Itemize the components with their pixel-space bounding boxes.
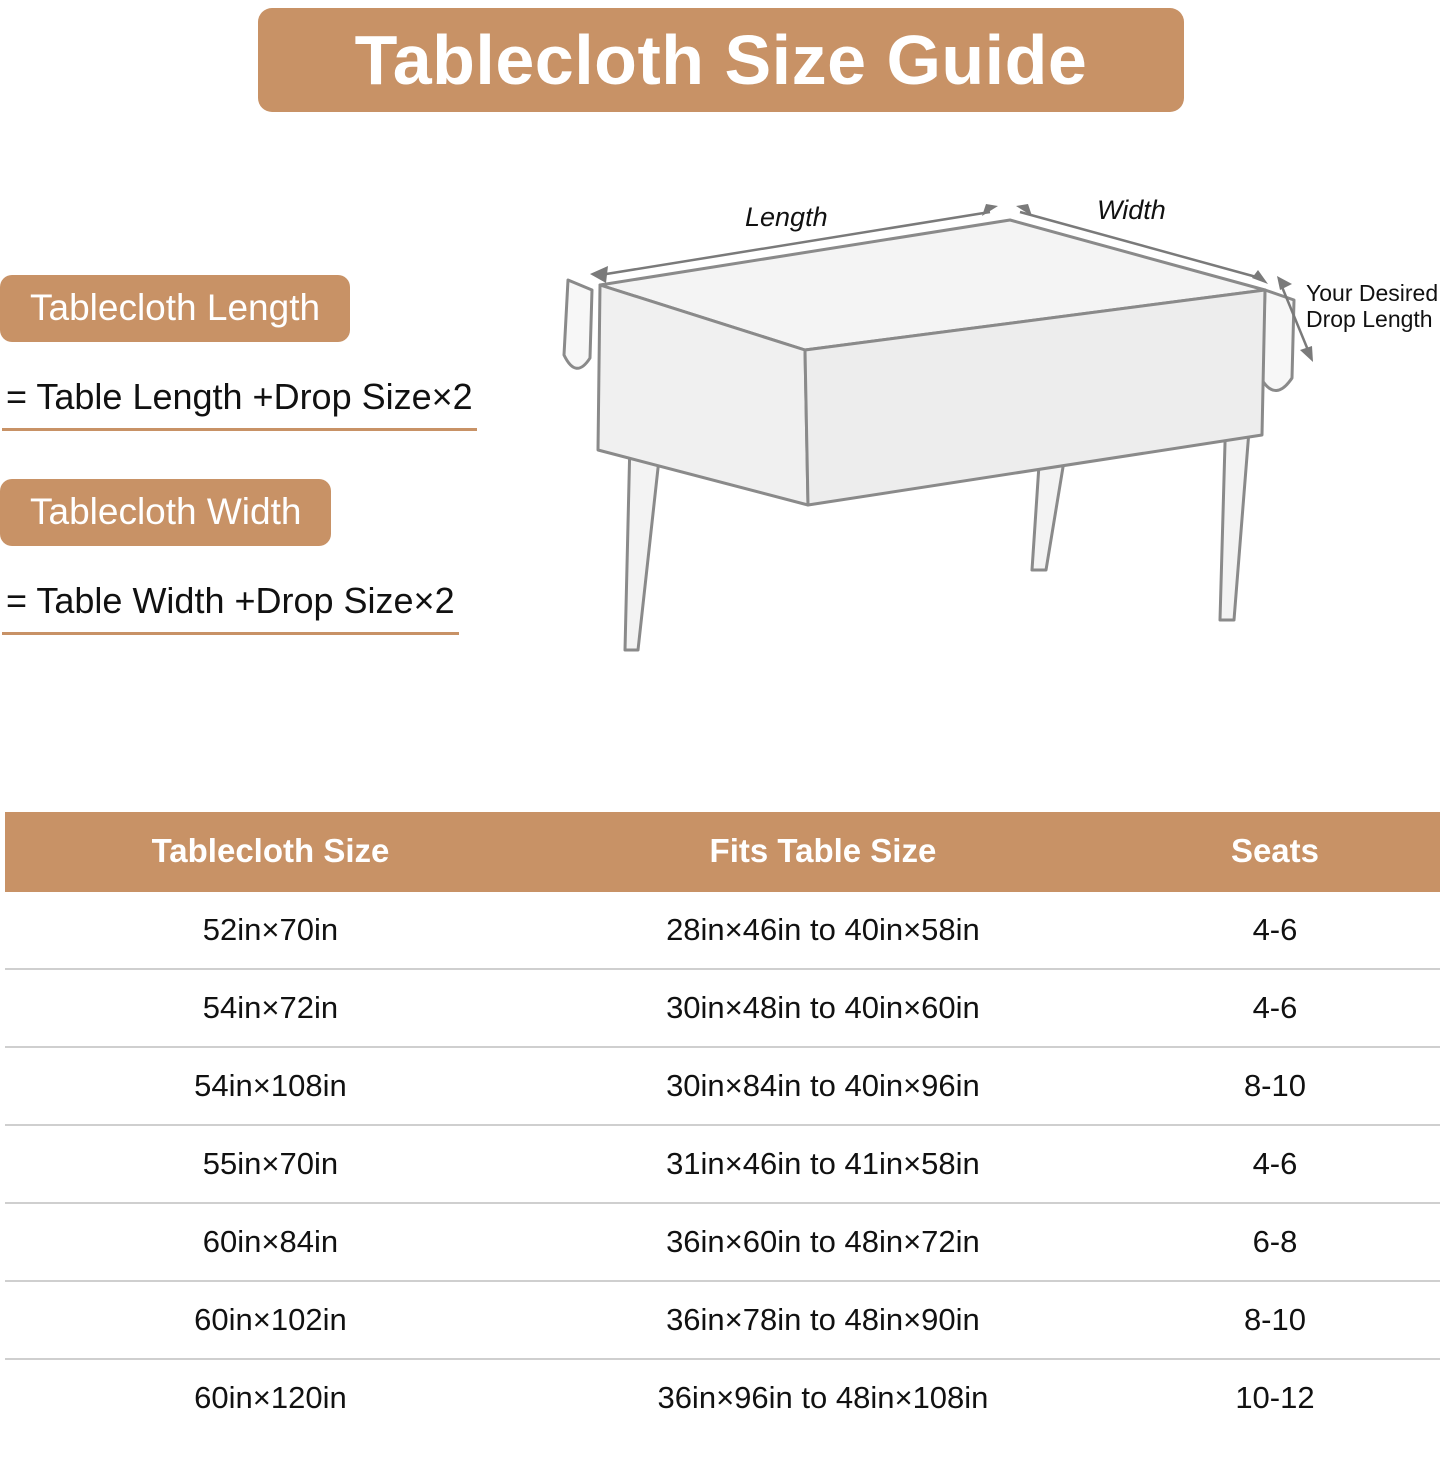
table-row bbox=[5, 1359, 1440, 1436]
drop-length-label-line1: Your Desired bbox=[1306, 280, 1439, 306]
page-title-banner bbox=[258, 8, 1184, 112]
cell-fits-table-size: 30in×48in to 40in×60in bbox=[536, 969, 1110, 1047]
width-dimension-label: Width bbox=[1097, 195, 1166, 225]
table-diagram-svg bbox=[520, 150, 1445, 790]
cell-fits-table-size: 36in×96in to 48in×108in bbox=[657, 1380, 989, 1415]
tablecloth-length-formula-wrap bbox=[0, 342, 540, 431]
table-row bbox=[5, 969, 1440, 1047]
tablecloth-length-pill-wrap bbox=[0, 275, 540, 342]
table-row bbox=[5, 1047, 1440, 1125]
cell-tablecloth-size: 60in×84in bbox=[5, 1203, 536, 1281]
table-row bbox=[5, 892, 1440, 969]
cell-tablecloth-size: 54in×72in bbox=[5, 969, 536, 1047]
size-guide-table bbox=[5, 812, 1440, 1436]
cell-tablecloth-size: 54in×108in bbox=[5, 1047, 536, 1125]
tablecloth-length-pill: Tablecloth Length bbox=[0, 275, 350, 342]
tablecloth-width-pill-wrap bbox=[0, 479, 540, 546]
header-seats: Seats bbox=[1110, 812, 1440, 892]
cell-tablecloth-size: 52in×70in bbox=[5, 892, 536, 969]
table-row bbox=[5, 1125, 1440, 1203]
cell-seats: 10-12 bbox=[1235, 1380, 1315, 1415]
formula-panel bbox=[0, 275, 540, 635]
table-row bbox=[5, 1281, 1440, 1359]
cell-seats: 4-6 bbox=[1110, 1125, 1440, 1203]
cell-seats: 4-6 bbox=[1110, 892, 1440, 969]
table-body bbox=[5, 892, 1440, 1436]
cell-tablecloth-size: 60in×102in bbox=[5, 1281, 536, 1359]
page-title: Tablecloth Size Guide bbox=[354, 21, 1088, 99]
table-row bbox=[5, 1203, 1440, 1281]
header-tablecloth-size: Tablecloth Size bbox=[5, 812, 536, 892]
tablecloth-width-pill: Tablecloth Width bbox=[0, 479, 331, 546]
panel-divider-space bbox=[0, 431, 540, 479]
cell-fits-table-size: 30in×84in to 40in×96in bbox=[536, 1047, 1110, 1125]
cell-fits-table-size: 28in×46in to 40in×58in bbox=[536, 892, 1110, 969]
cell-seats: 8-10 bbox=[1110, 1047, 1440, 1125]
header-fits-table-size: Fits Table Size bbox=[536, 812, 1110, 892]
tablecloth-width-formula-wrap bbox=[0, 546, 540, 635]
cell-seats: 6-8 bbox=[1110, 1203, 1440, 1281]
table-illustration bbox=[520, 150, 1445, 790]
cell-seats: 4-6 bbox=[1110, 969, 1440, 1047]
cell-fits-table-size: 31in×46in to 41in×58in bbox=[536, 1125, 1110, 1203]
table-header-row bbox=[5, 812, 1440, 892]
cell-tablecloth-size: 55in×70in bbox=[5, 1125, 536, 1203]
cell-fits-table-size: 36in×60in to 48in×72in bbox=[536, 1203, 1110, 1281]
cell-tablecloth-size: 60in×120in bbox=[194, 1380, 347, 1415]
cell-fits-table-size: 36in×78in to 48in×90in bbox=[536, 1281, 1110, 1359]
cell-seats: 8-10 bbox=[1110, 1281, 1440, 1359]
drop-length-label-line2: Drop Length bbox=[1306, 306, 1433, 332]
length-dimension-label: Length bbox=[745, 202, 828, 232]
tablecloth-length-formula: = Table Length +Drop Size×2 bbox=[2, 370, 477, 431]
tablecloth-width-formula: = Table Width +Drop Size×2 bbox=[2, 574, 459, 635]
